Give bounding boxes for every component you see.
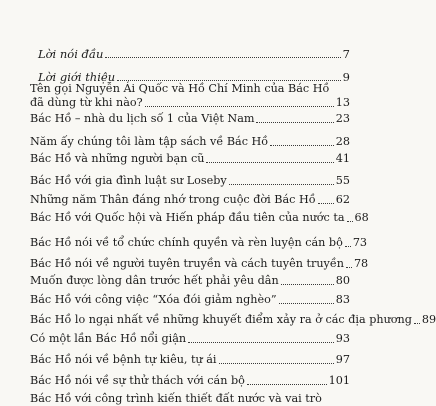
toc-entry[interactable] [30,112,350,126]
toc-entry-title: Có một lần Bác Hồ nổi giận [30,332,187,345]
toc-entry[interactable] [30,293,350,307]
dot-leader [347,221,353,222]
toc-entry[interactable] [30,193,350,207]
toc-entry-title: Bác Hồ nói về tổ chức chính quyền và rèn luyện cán bộ [30,236,343,249]
toc-entry[interactable] [30,257,369,271]
toc-entry-page: 78 [353,257,369,270]
toc-entry-title-line1: Tên gọi Nguyễn Ái Quốc và Hồ Chí Minh của Bác Hồ [30,82,330,95]
dot-leader [281,284,334,285]
dot-leader [270,145,334,146]
toc-entry-page: 73 [352,236,368,249]
dot-leader [247,384,327,385]
toc-entry-title: Muốn được lòng dân trước hết phải yêu dân [30,274,279,287]
dot-leader [279,303,334,304]
dot-leader [414,323,420,324]
toc-entry-title-line2: đã dùng từ khi nào? [30,96,143,109]
toc-entry-title: Bác Hồ nói về người tuyên truyền và cách tuyên truyền [30,257,344,270]
toc-entry-title: Bác Hồ lo ngại nhất về những khuyết điểm xảy ra ở các địa phương [30,313,412,326]
toc-entry-title: Những năm Thân đáng nhớ trong cuộc đời Bác Hồ [30,193,316,206]
toc-entry[interactable] [30,353,350,367]
toc-entry-title: Bác Hồ với Quốc hội và Hiến pháp đầu tiên của nước ta [30,211,345,224]
dot-leader [345,246,351,247]
toc-entry-first[interactable] [30,82,350,110]
toc-entry-page: 101 [328,374,350,387]
dot-leader [256,122,333,123]
toc-entry[interactable] [30,135,350,149]
toc-entry-title: Bác Hồ với công việc “Xóa đói giảm nghèo” [30,293,277,306]
toc-entry-title: Bác Hồ với gia đình luật sư Loseby [30,174,227,187]
toc-entry[interactable] [30,152,350,166]
toc-entry-page: 7 [342,47,350,61]
toc-entry[interactable] [30,374,350,388]
toc-entry-page: 80 [335,274,350,287]
dot-leader [206,162,333,163]
toc-entry-page: 41 [335,152,350,165]
toc-entry[interactable] [30,274,350,288]
toc-entry-partial[interactable] [30,392,350,406]
toc-entry-title: Bác Hồ nói về sự thử thách với cán bộ [30,374,245,387]
dot-leader [229,184,334,185]
toc-entry-title-line2-row [30,96,350,110]
toc-entry-title: Bác Hồ với công trình kiến thiết đất nước và vai trò [30,392,322,405]
toc-entry-foreword[interactable] [38,47,350,61]
toc-entry-title: Bác Hồ và những người bạn cũ [30,152,205,165]
dot-leader [105,57,340,58]
toc-entry-page: 23 [335,112,350,125]
toc-entry[interactable] [30,211,369,225]
dot-leader [188,342,334,343]
toc-entry-page: 28 [335,135,350,148]
toc-entry-title: Lời nói đầu [38,47,104,61]
toc-entry-title: Bác Hồ – nhà du lịch số 1 của Việt Nam [30,112,255,125]
toc-entry[interactable] [30,174,350,188]
toc-entry-page: 83 [335,293,350,306]
toc-entry-page: 62 [335,193,350,206]
toc-entry-page: 9 [342,70,350,84]
toc-entry[interactable] [30,313,436,327]
dot-leader [219,363,334,364]
toc-entry[interactable] [30,236,368,250]
dot-leader [318,203,334,204]
toc-entry-page: 97 [335,353,350,366]
toc-entry-page: 89 [421,313,436,326]
dot-leader [117,80,341,81]
toc-entry-title: Năm ấy chúng tôi làm tập sách về Bác Hồ [30,135,269,148]
dot-leader [346,267,352,268]
dot-leader [145,106,334,107]
toc-entry-page: 55 [335,174,350,187]
toc-entry[interactable] [30,332,350,346]
toc-entry-title: Lời giới thiệu [38,70,116,84]
toc-entry-page: 13 [335,96,350,109]
toc-entry-page: 68 [354,211,369,224]
toc-entry-page: 93 [335,332,350,345]
toc-entry-title: Bác Hồ nói về bệnh tự kiêu, tự ái [30,353,217,366]
